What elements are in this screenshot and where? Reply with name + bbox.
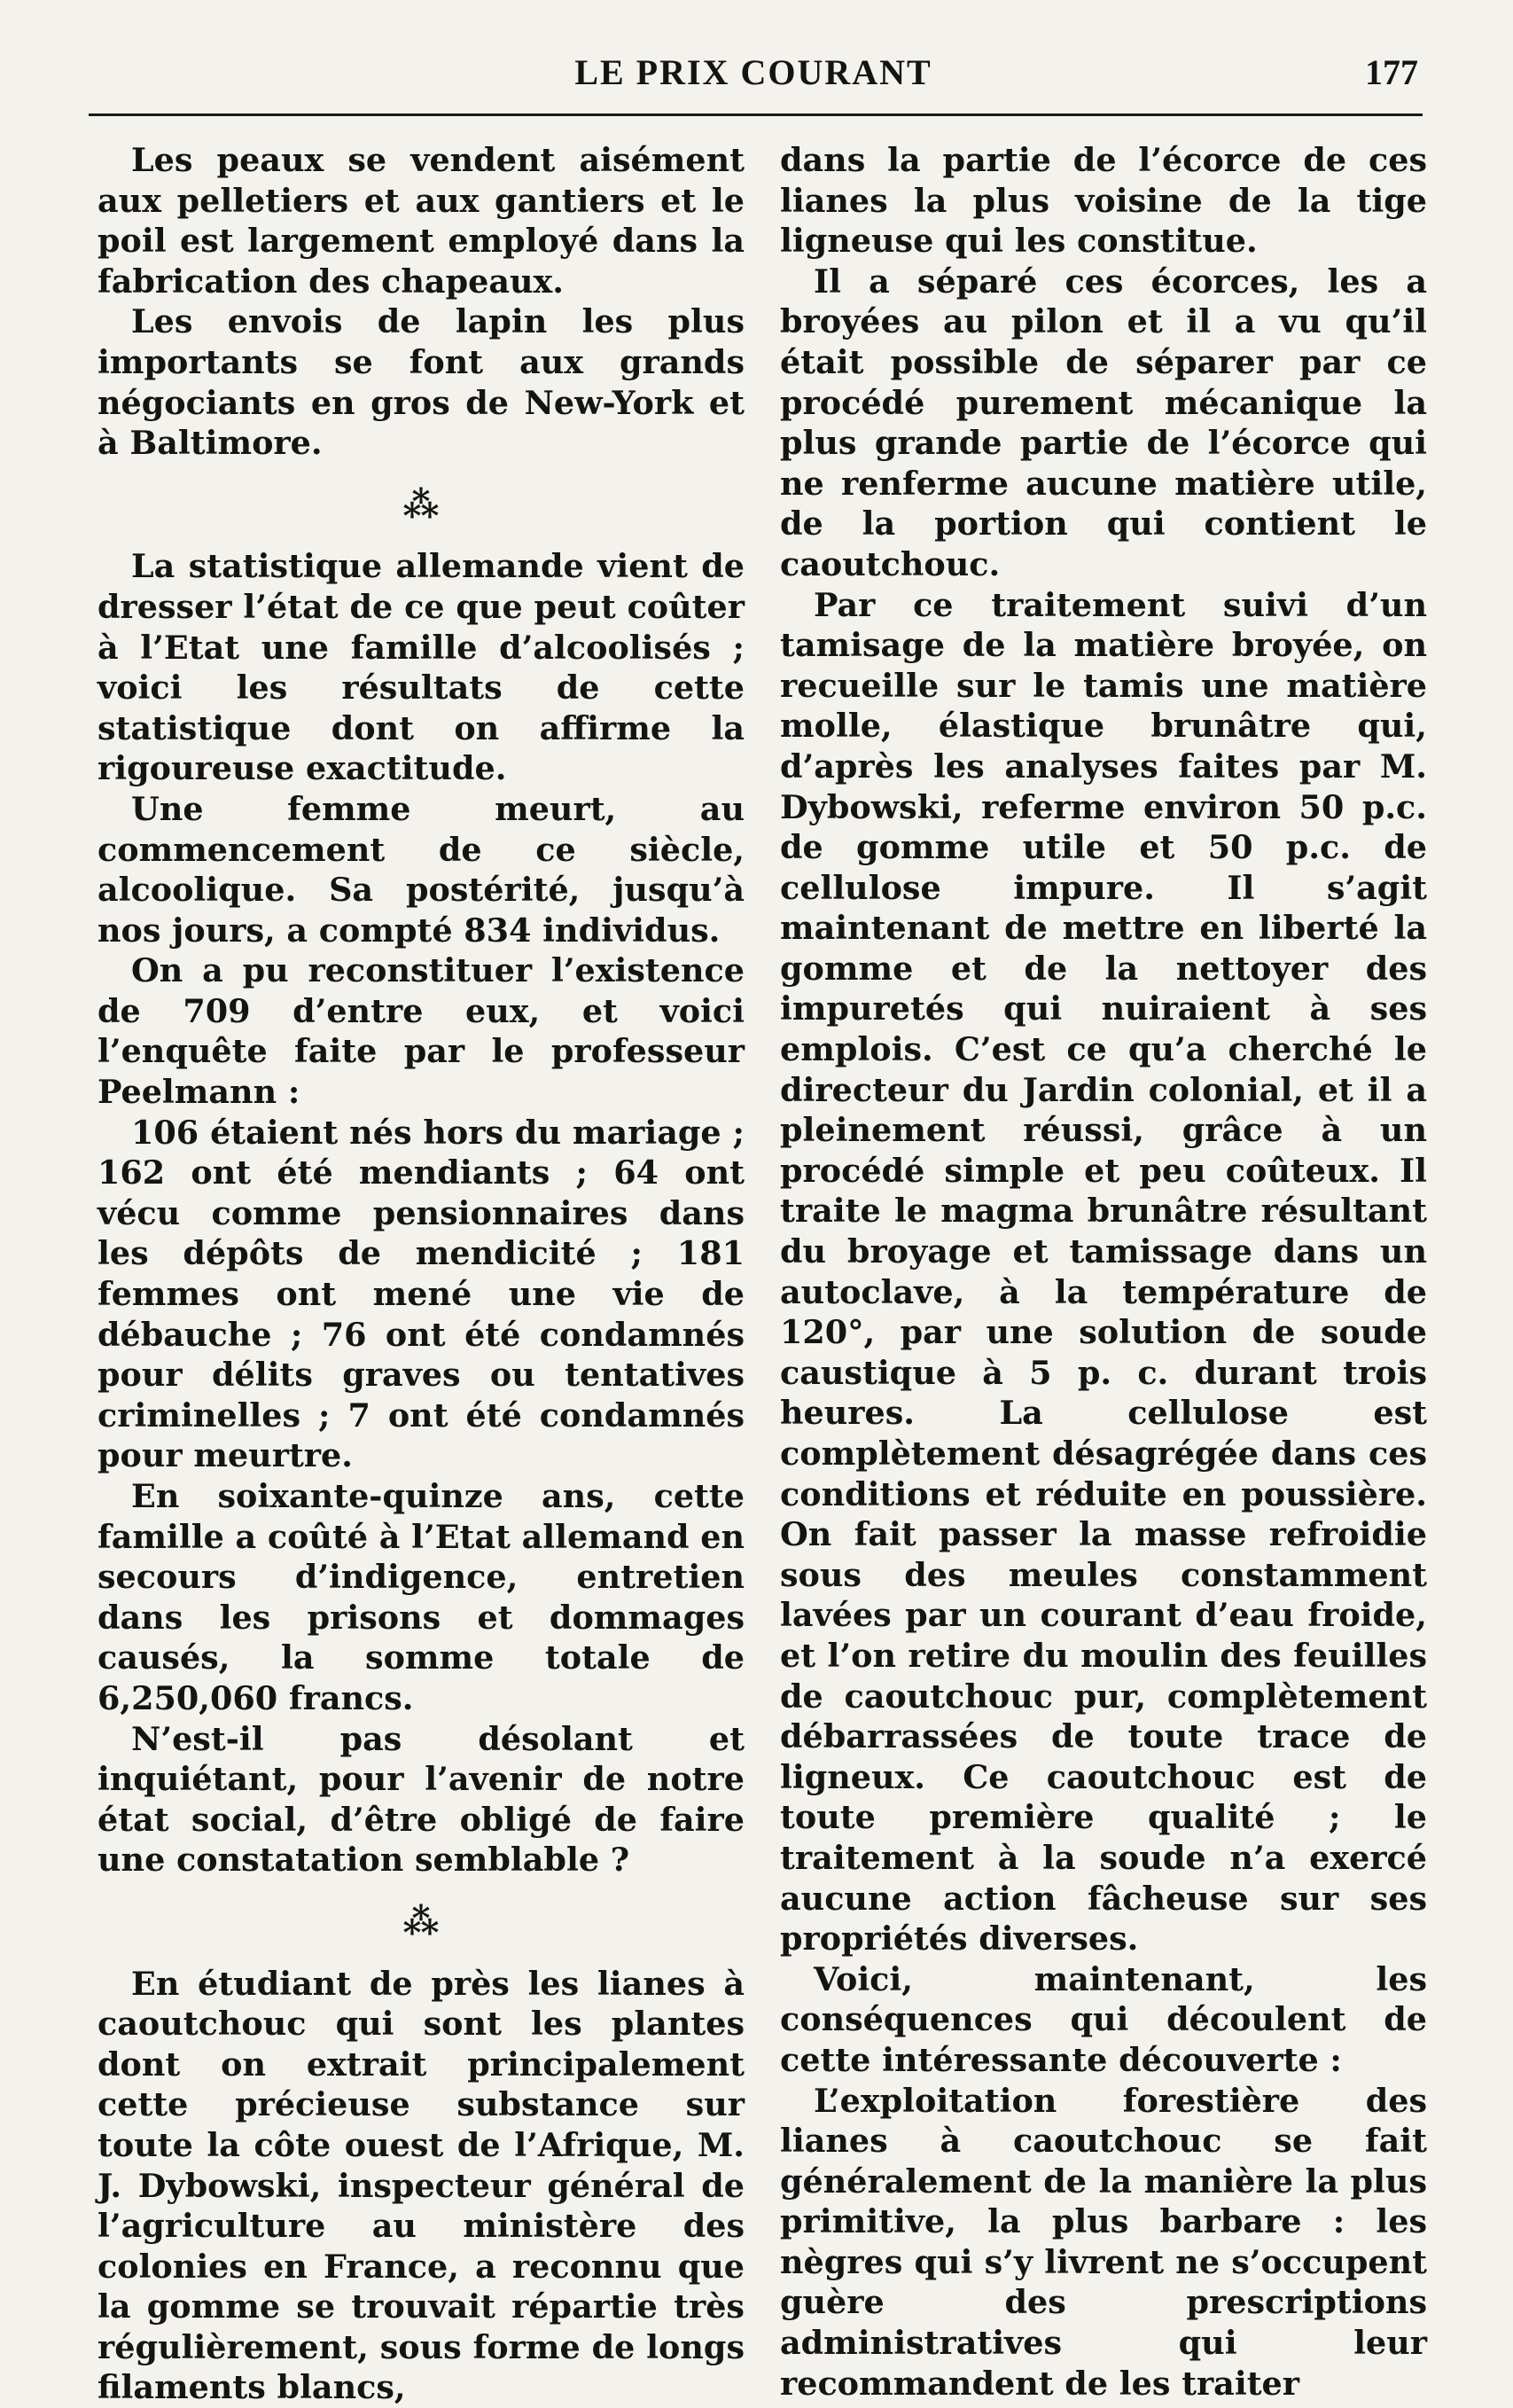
paragraph-femme: Une femme meurt, au commencement de ce siècle, alcoolique. Sa postérité, jusqu’à nos jours, a compté 834 individus. [97,789,745,950]
paragraph-exploitation: L’exploitation forestière des lianes à caoutchouc se fait généralement de la manière la plus primitive, la plus barbare : les nègres qui s’y livrent ne s’occupent guère des prescriptions administratives qui leur recommandent de les traiter [780,2081,1427,2403]
paragraph-peaux: Les peaux se vendent aisément aux pelletiers et aux gantiers et le poil est largement employé dans la fabrication des chapeaux. [97,141,745,301]
paragraph-enquete: On a pu reconstituer l’existence de 709 d’entre eux, et voici l’enquête faite par le professeur Peelmann : [97,951,745,1112]
paragraph-lianes: En étudiant de près les lianes à caoutchouc qui sont les plantes dont on extrait principalement cette précieuse substance sur toute la côte ouest de l’Afrique, M. J. Dybowski, inspecteur général de l’agriculture au ministère des colonies en France, a reconnu que la gomme se trouvait répartie très régulièrement, sous forme de longs filaments blancs, [97,1964,745,2407]
paragraph-broyage: Il a séparé ces écorces, les a broyées au pilon et il a vu qu’il était possible de séparer par ce procédé purement mécanique la plus grande partie de l’écorce qui ne renferme aucune matière utile, de la portion qui contient le caoutchouc. [780,262,1427,583]
asterism-separator: ⁂ [402,483,440,526]
running-title: LE PRIX COURANT [574,52,932,92]
page-number: 177 [1365,52,1418,92]
paragraph-chiffres: 106 étaient nés hors du mariage ; 162 ont été mendiants ; 64 ont vécu comme pensionnaires dans les dépôts de mendicité ; 181 femmes ont mené une vie de débauche ; 76 ont été condamnés pour délits graves ou tentatives criminelles ; 7 ont été condamnés pour meurtre. [97,1113,745,1475]
paragraph-constatation: N’est-il pas désolant et inquiétant, pour l’avenir de notre état social, d’être obligé de faire une constatation semblable ? [97,1719,745,1880]
paragraph-consequences: Voici, maintenant, les conséquences qui découlent de cette intéressante découverte : [780,1959,1427,2079]
paragraph-traitement: Par ce traitement suivi d’un tamisage de la matière broyée, on recueille sur le tamis une matière molle, élastique brunâtre qui, d’après les analyses faites par M. Dybowski, referme environ 50 p.c. de gomme utile et 50 p.c. de cellulose impure. Il s’agit maintenant de mettre en liberté la gomme et de la nettoyer des impuretés qui nuiraient à ses emplois. C’est ce qu’a cherché le directeur du Jardin colonial, et il a pleinement réussi, grâce à un procédé simple et peu coûteux. Il traite le magma brunâtre résultant du broyage et tamissage dans un autoclave, à la température de 120°, par une solution de soude caustique à 5 p. c. durant trois heures. La cellulose est complètement désagrégée dans ces conditions et réduite en poussière. On fait passer la masse refroidie sous des meules constamment lavées par un courant d’eau froide, et l’on retire du moulin des feuilles de caoutchouc pur, complètement débarrassées de toute trace de ligneux. Ce caoutchouc est de toute première qualité ; le traitement à la soude n’a exercé aucune action fâcheuse sur ses propriétés diverses. [780,585,1427,1958]
paragraph-ecorce-continued: dans la partie de l’écorce de ces lianes la plus voisine de la tige ligneuse qui les constitue. [780,141,1427,261]
asterism-separator: ⁂ [402,1900,440,1943]
paragraph-lapin: Les envois de lapin les plus importants se font aux grands négociants en gros de New-York et à Baltimore. [97,302,745,463]
left-column [97,140,745,2408]
page-header [89,51,1418,105]
paragraph-cout: En soixante-quinze ans, cette famille a coûté à l’Etat allemand en secours d’indigence, entretien dans les prisons et dommages causés, la somme totale de 6,250,060 francs. [97,1477,745,1717]
right-column [780,140,1427,2404]
header-rule [89,113,1423,116]
paragraph-statistique: La statistique allemande vient de dresser l’état de ce que peut coûter à l’Etat une famille d’alcoolisés ; voici les résultats de cette statistique dont on affirme la rigoureuse exactitude. [97,547,745,788]
